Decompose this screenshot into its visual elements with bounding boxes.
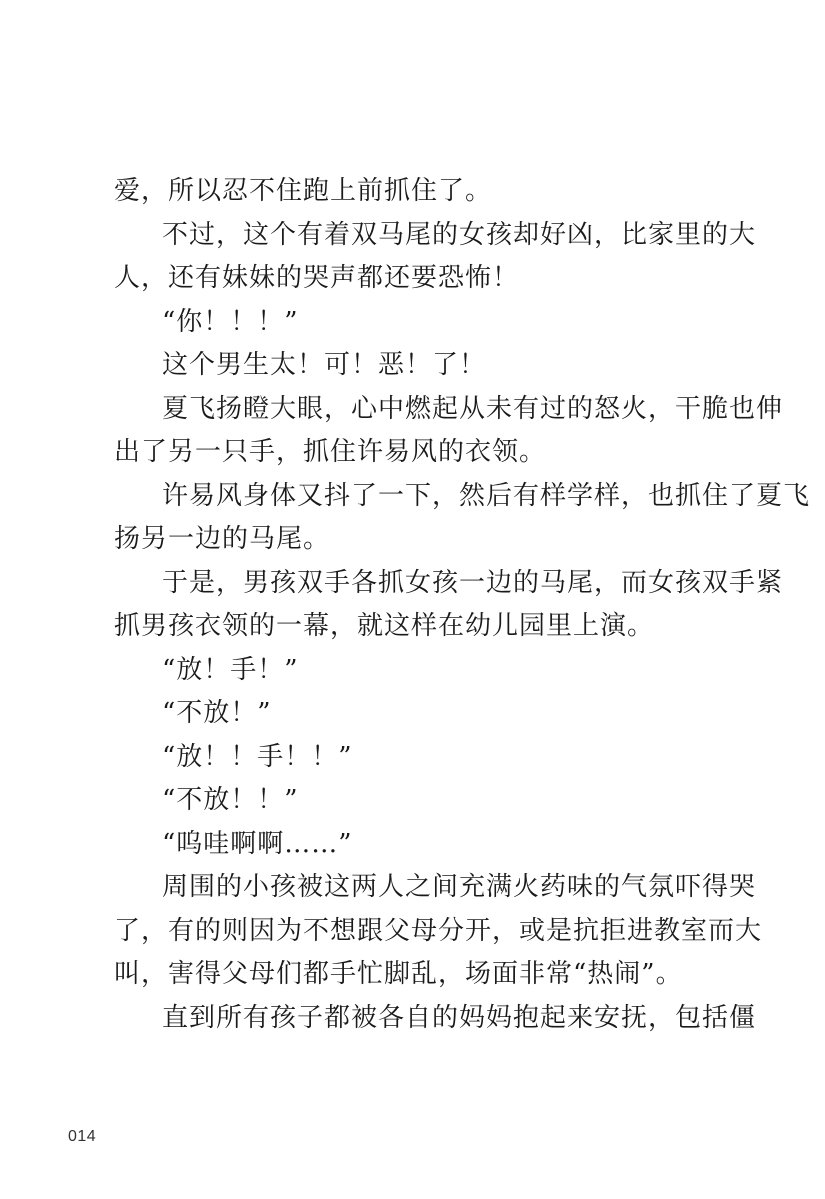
paragraph bbox=[114, 170, 697, 214]
text-line: 直到所有孩子都被各自的妈妈抱起来安抚，包括僵 bbox=[162, 1002, 757, 1033]
paragraph bbox=[114, 736, 697, 780]
text-line: 抓男孩衣领的一幕，就这样在幼儿园里上演。 bbox=[114, 611, 655, 641]
paragraph bbox=[114, 301, 697, 345]
text-line: 扬另一边的马尾。 bbox=[114, 524, 331, 554]
text-line: 爱，所以忍不住跑上前抓住了。 bbox=[114, 176, 493, 206]
text-line: 出了另一只手，抓住许易风的衣领。 bbox=[114, 437, 547, 467]
text-line: 周围的小孩被这两人之间充满火药味的气氛吓得哭 bbox=[162, 872, 757, 902]
paragraph bbox=[114, 649, 697, 693]
text-line: “不放！” bbox=[162, 698, 272, 728]
text-line: “呜哇啊啊……” bbox=[162, 828, 353, 859]
paragraph bbox=[114, 388, 784, 475]
text-line: 于是，男孩双手各抓女孩一边的马尾，而女孩双手紧 bbox=[162, 567, 784, 598]
text-line: 夏飞扬瞪大眼，心中燃起从未有过的怒火，干脆也伸 bbox=[162, 393, 784, 424]
text-line: 了，有的则因为不想跟父母分开，或是抗拒进教室而大 bbox=[114, 915, 763, 946]
paragraph bbox=[114, 823, 697, 867]
text-line: 叫，害得父母们都手忙脚乱，场面非常“热闹”。 bbox=[114, 959, 683, 989]
text-line: “放！！手！！” bbox=[162, 741, 353, 772]
page-number: 014 bbox=[68, 1128, 97, 1145]
paragraph bbox=[114, 779, 697, 823]
paragraph bbox=[114, 866, 763, 997]
text-line: 许易风身体又抖了一下，然后有样学样，也抓住了夏飞 bbox=[162, 480, 811, 511]
paragraph bbox=[114, 475, 811, 562]
text-line: “你！！！” bbox=[162, 306, 299, 337]
paragraph bbox=[114, 997, 757, 1041]
text-line: 这个男生太！可！恶！了！ bbox=[162, 350, 487, 380]
text-line: 人，还有妹妹的哭声都还要恐怖！ bbox=[114, 263, 520, 293]
body-text bbox=[114, 170, 811, 1040]
text-line: 不过，这个有着双马尾的女孩却好凶，比家里的大 bbox=[162, 219, 757, 250]
paragraph bbox=[114, 214, 757, 301]
paragraph bbox=[114, 692, 697, 736]
paragraph bbox=[114, 344, 697, 388]
text-line: “放！手！” bbox=[162, 654, 299, 685]
paragraph bbox=[114, 562, 784, 649]
text-line: “不放！！” bbox=[162, 785, 299, 815]
